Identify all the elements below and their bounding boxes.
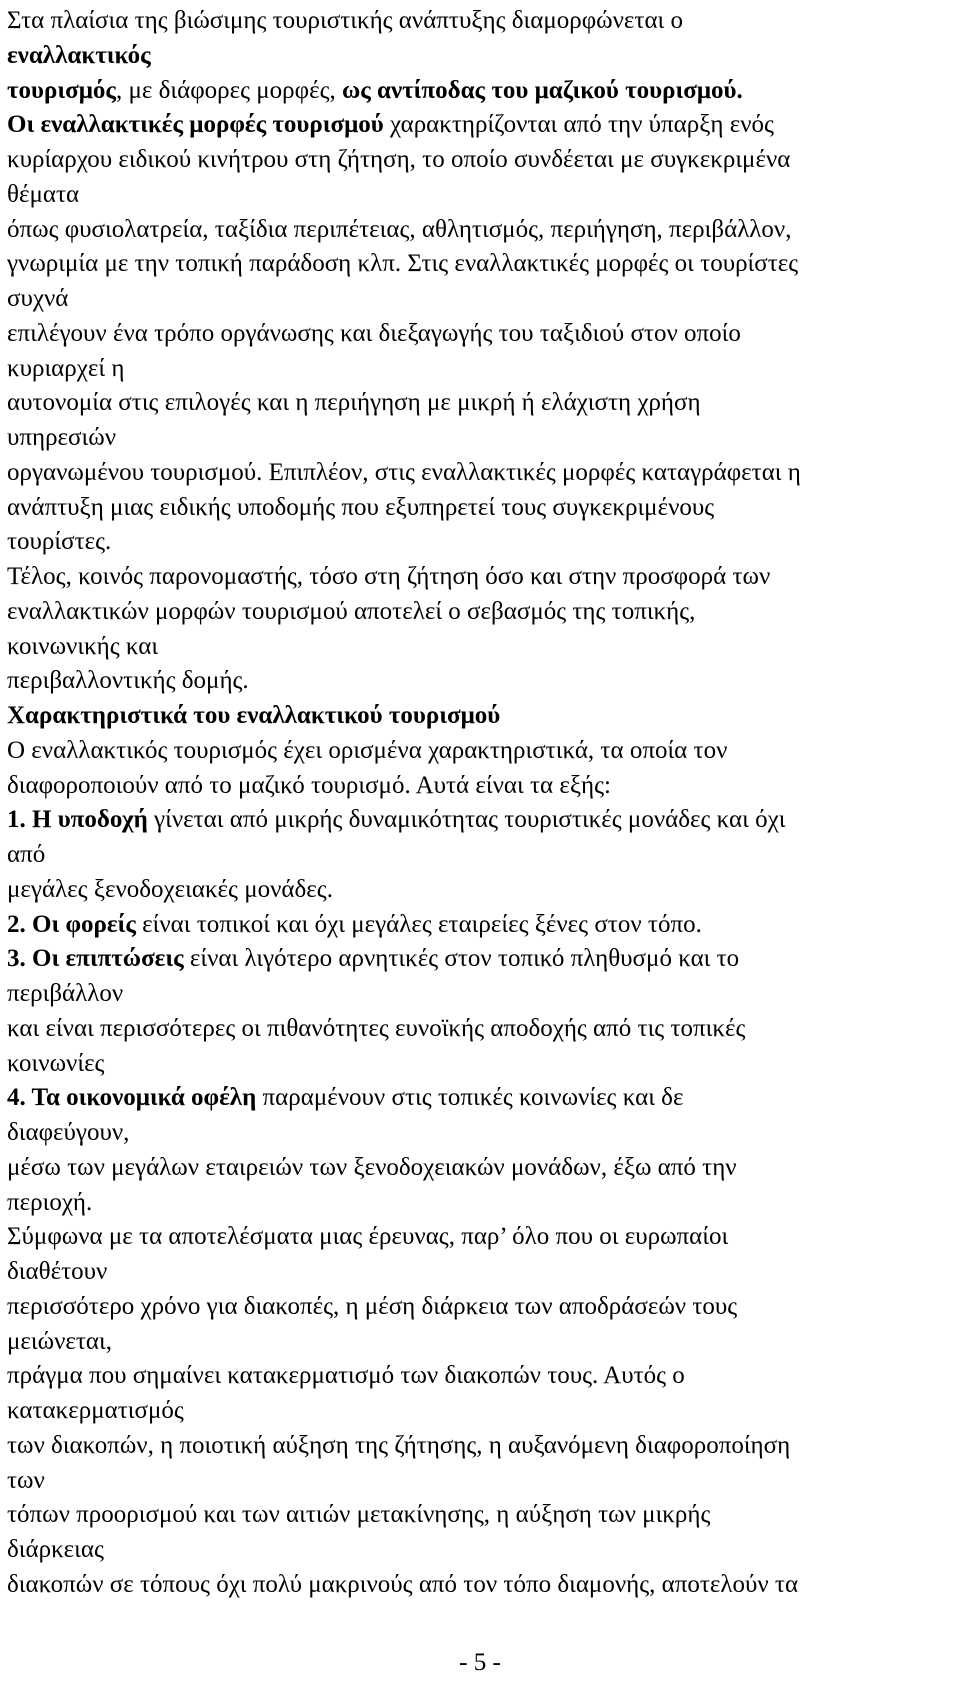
text-line xyxy=(7,2,683,39)
text-line xyxy=(7,767,611,804)
text-line xyxy=(7,72,743,109)
text-span: γνωριμία με την τοπική παράδοση κλπ. Στις εναλλακτικές μορφές οι τουρίστες xyxy=(7,250,799,278)
text-span: διακοπών σε τόπους όχι πολύ μακρινούς από τον τόπο διαμονής, αποτελούν τα xyxy=(7,1570,799,1598)
text-span: κυρίαρχου ειδικού κινήτρου στη ζήτηση, το οποίο συνδέεται με συγκεκριμένα xyxy=(7,146,791,173)
text-line xyxy=(7,1392,184,1429)
text-span: περιβάλλον xyxy=(7,980,124,1007)
text-span: κοινωνίες xyxy=(7,1049,105,1077)
text-line xyxy=(7,350,124,387)
bold-text: 4. Τα οικονομικά οφέλη xyxy=(7,1084,257,1112)
text-span: Τέλος, κοινός παρονομαστής, τόσο στη ζήτηση όσο και στην προσφορά των xyxy=(7,563,771,590)
text-line xyxy=(7,1288,737,1325)
bold-text: τουρισμός xyxy=(7,76,116,104)
text-line xyxy=(7,245,798,282)
text-line xyxy=(7,489,714,526)
bold-text: 1. Η υποδοχή xyxy=(7,806,148,834)
text-line xyxy=(7,940,739,977)
text-span: πράγμα που σημαίνει κατακερματισμό των διακοπών τους. Αυτός ο xyxy=(7,1362,685,1390)
text-line xyxy=(7,315,741,352)
text-line xyxy=(7,732,727,769)
text-line xyxy=(7,558,770,595)
text-line xyxy=(7,1114,129,1151)
text-span: είναι τοπικοί και όχι μεγάλες εταιρείες ξένες στον τόπο. xyxy=(135,910,702,938)
text-line xyxy=(7,211,792,248)
text-line xyxy=(7,1357,685,1394)
text-span: συχνά xyxy=(7,285,69,312)
text-line xyxy=(7,106,774,143)
text-span: θέματα xyxy=(7,180,80,208)
text-line xyxy=(7,1427,790,1464)
text-span: εναλλακτικών μορφών τουρισμού αποτελεί ο σεβασμός της τοπικής, xyxy=(7,597,696,625)
bold-text: Οι εναλλακτικές μορφές τουρισμού xyxy=(7,111,384,139)
text-span: Σύμφωνα με τα αποτελέσματα μιας έρευνας, παρ’ όλο που οι ευρωπαίοι xyxy=(7,1223,729,1251)
text-line xyxy=(7,280,68,317)
text-span: τουρίστες. xyxy=(7,528,112,556)
text-span: διαφοροποιούν από το μαζικό τουρισμό. Αυτά είναι τα εξής: xyxy=(7,771,611,799)
text-line xyxy=(7,906,702,943)
text-line xyxy=(7,1184,92,1221)
text-span: όπως φυσιολατρεία, ταξίδια περιπέτειας, αθλητισμός, περιήγηση, περιβάλλον, xyxy=(7,215,792,243)
text-span: μέσω των μεγάλων εταιρειών των ξενοδοχειακών μονάδων, έξω από την xyxy=(7,1153,737,1181)
text-span: γίνεται από μικρής δυναμικότητας τουριστικές μονάδες και όχι xyxy=(147,806,786,834)
text-span: χαρακτηρίζονται από την ύπαρξη ενός xyxy=(383,111,774,139)
text-span: είναι λιγότερο αρνητικές στον τοπικό πληθυσμό και το xyxy=(183,945,740,973)
text-line xyxy=(7,1253,107,1290)
text-line xyxy=(7,1079,683,1116)
text-line xyxy=(7,37,151,74)
text-line xyxy=(7,697,500,734)
text-span: περισσότερο χρόνο για διακοπές, η μέση διάρκεια των αποδράσεών τους xyxy=(7,1292,738,1320)
text-span: μεγάλες ξενοδοχειακές μονάδες. xyxy=(7,875,333,903)
text-line xyxy=(7,1323,112,1360)
text-line xyxy=(7,384,701,421)
text-span: από xyxy=(7,841,46,868)
text-span: διαφεύγουν, xyxy=(7,1119,130,1146)
text-span: διαθέτουν xyxy=(7,1258,108,1285)
text-line xyxy=(7,628,158,665)
bold-text: Χαρακτηριστικά του εναλλακτικού τουρισμού xyxy=(7,702,501,729)
text-span: αυτονομία στις επιλογές και η περιήγηση με μικρή ή ελάχιστη χρήση xyxy=(7,389,701,417)
text-span: Ο εναλλακτικός τουρισμός έχει ορισμένα χαρακτηριστικά, τα οποία τον xyxy=(7,736,728,764)
text-line xyxy=(7,801,785,838)
text-line xyxy=(7,454,801,491)
text-line xyxy=(7,1218,728,1255)
text-line xyxy=(7,871,333,908)
bold-text: ως αντίποδας του μαζικού τουρισμού. xyxy=(341,76,743,104)
text-span: κοινωνικής και xyxy=(7,632,159,660)
text-span: υπηρεσιών xyxy=(7,424,117,451)
text-line xyxy=(7,1496,710,1533)
text-line xyxy=(7,1462,45,1499)
text-span: των διακοπών, η ποιοτική αύξηση της ζήτησης, η αυξανόμενη διαφοροποίηση xyxy=(7,1431,791,1459)
text-span: παραμένουν στις τοπικές κοινωνίες και δε xyxy=(256,1084,684,1112)
text-line xyxy=(7,975,123,1012)
text-line xyxy=(7,176,79,213)
text-span: περιοχή. xyxy=(7,1188,93,1216)
text-span: περιβαλλοντικής δομής. xyxy=(7,667,249,695)
text-line xyxy=(7,593,695,630)
text-span: των xyxy=(7,1466,45,1494)
text-span: επιλέγουν ένα τρόπο οργάνωσης και διεξαγωγής του ταξιδιού στον οποίο xyxy=(7,319,741,347)
bold-text: 2. Οι φορείς xyxy=(7,910,136,938)
text-line xyxy=(7,1531,104,1568)
text-line xyxy=(7,419,116,456)
text-line xyxy=(7,836,45,873)
text-span: κατακερματισμός xyxy=(7,1397,184,1424)
text-line xyxy=(7,523,111,560)
text-span: διάρκειας xyxy=(7,1536,104,1563)
text-span: , με διάφορες μορφές, xyxy=(115,76,342,104)
text-span: οργανωμένου τουρισμού. Επιπλέον, στις εναλλακτικές μορφές καταγράφεται η xyxy=(7,458,801,486)
text-span: και είναι περισσότερες οι πιθανότητες ευνοϊκής αποδοχής από τις τοπικές xyxy=(7,1014,746,1042)
page-number: - 5 - xyxy=(459,1649,501,1676)
text-span: Στα πλαίσια της βιώσιμης τουριστικής ανάπτυξης διαμορφώνεται ο xyxy=(7,7,684,34)
text-line xyxy=(7,141,790,178)
bold-text: 3. Οι επιπτώσεις xyxy=(7,945,184,973)
text-span: κυριαρχεί η xyxy=(7,354,125,382)
bold-text: εναλλακτικός xyxy=(7,41,151,69)
text-span: μειώνεται, xyxy=(7,1327,113,1355)
text-line xyxy=(7,1149,737,1186)
text-line xyxy=(7,1045,104,1082)
text-line xyxy=(7,662,249,699)
text-span: τόπων προορισμού και των αιτιών μετακίνησης, η αύξηση των μικρής xyxy=(7,1501,711,1529)
text-line xyxy=(7,1010,745,1047)
text-span: ανάπτυξη μιας ειδικής υποδομής που εξυπηρετεί τους συγκεκριμένους xyxy=(7,493,715,521)
text-line xyxy=(7,1566,798,1603)
